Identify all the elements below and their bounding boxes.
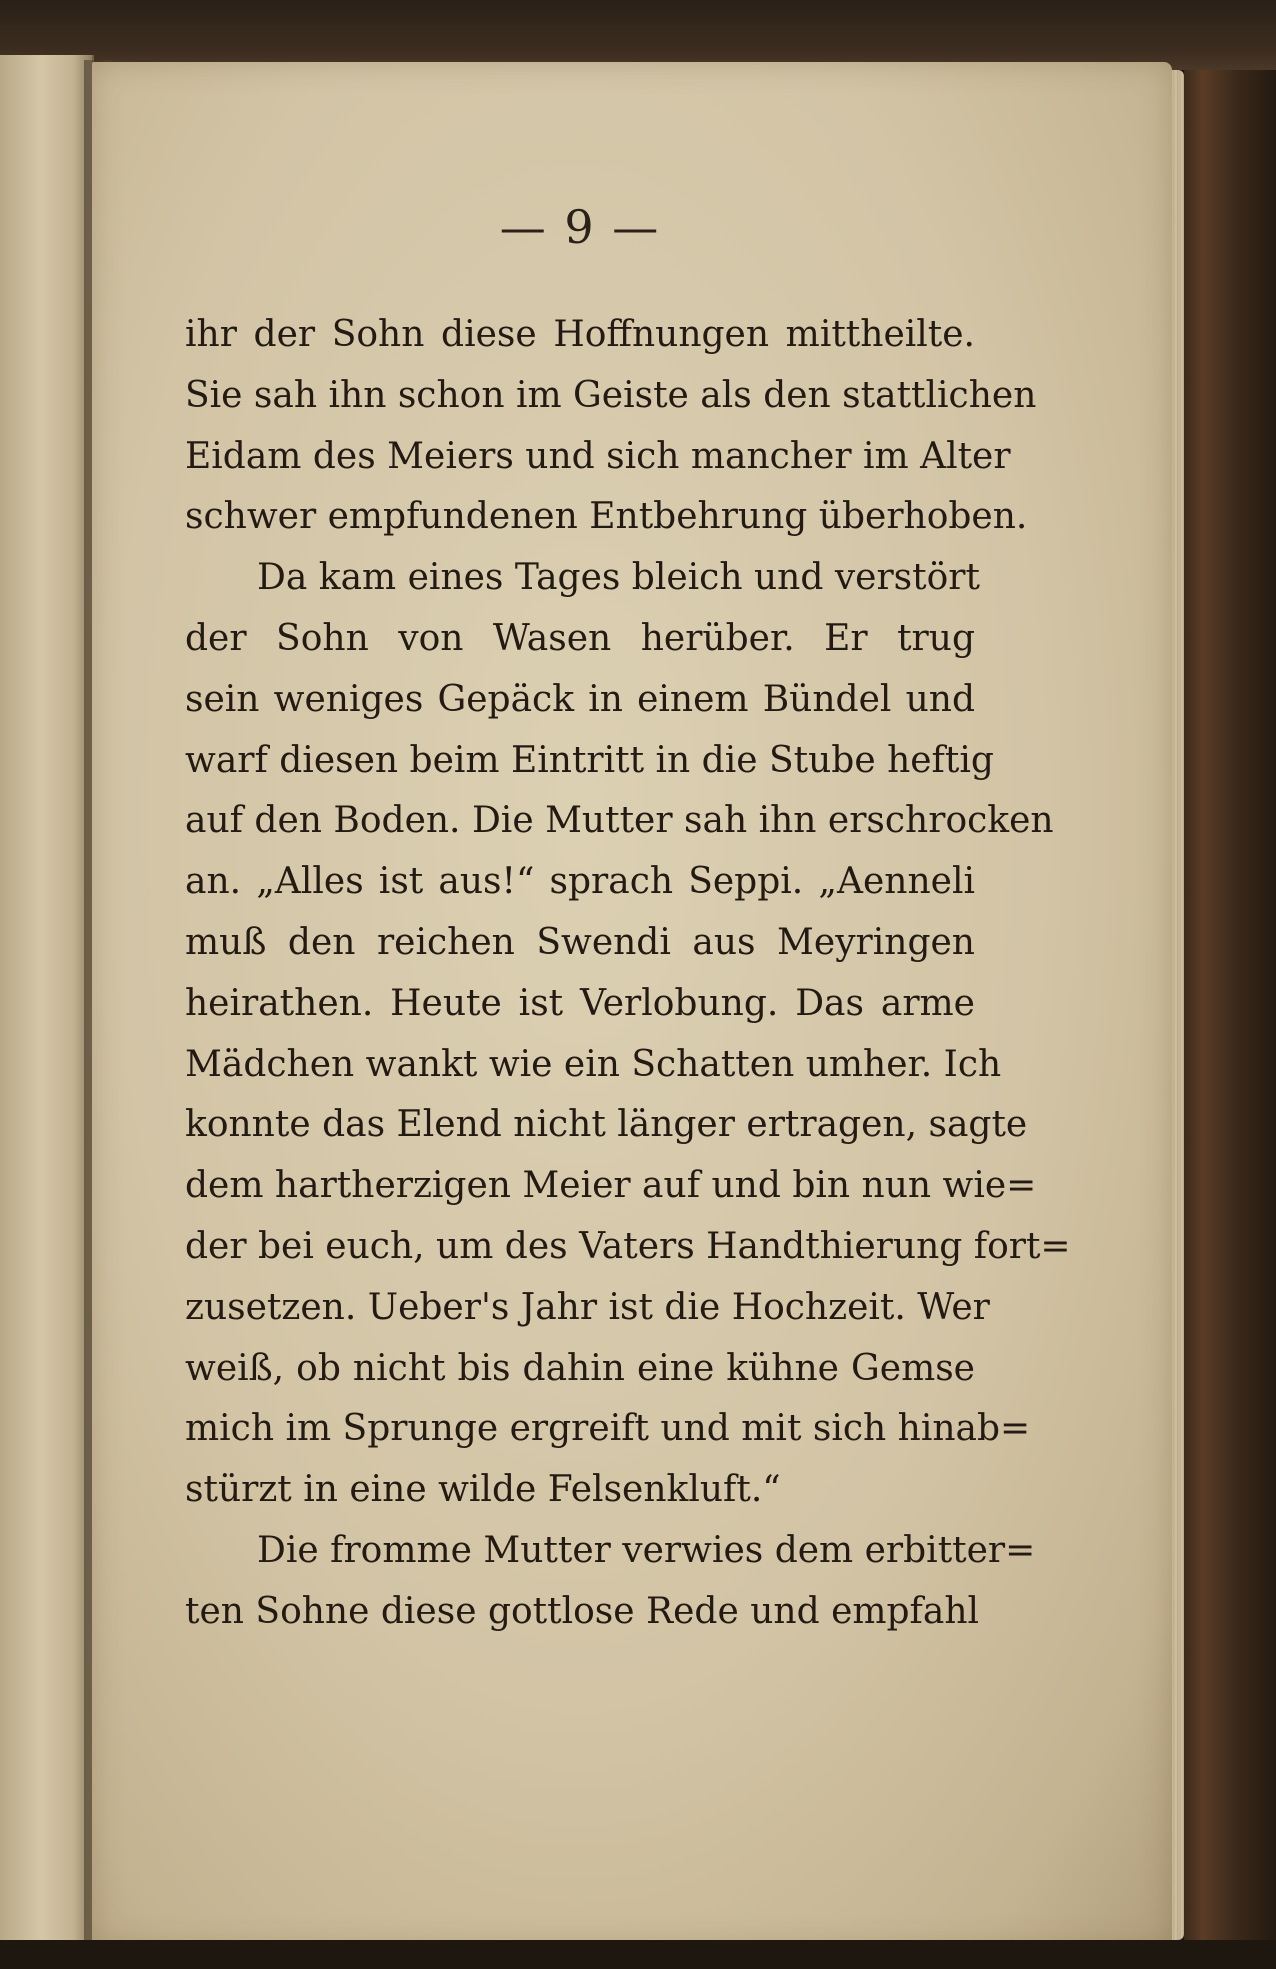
text-line: mich im Sprunge ergreift und mit sich hinab=	[185, 1408, 1031, 1450]
text-line: weiß, ob nicht bis dahin eine kühne Gemse	[185, 1347, 975, 1389]
book-cover-right	[1184, 70, 1276, 1969]
text-line: Die fromme Mutter verwies dem erbitter=	[257, 1529, 1036, 1571]
text-line: an. „Alles ist aus!“ sprach Seppi. „Aenneli	[185, 861, 975, 903]
text-line: auf den Boden. Die Mutter sah ihn erschrocken	[185, 800, 1054, 842]
text-line: stürzt in eine wilde Felsenkluft.“	[185, 1469, 781, 1511]
text-line: der Sohn von Wasen herüber. Er trug	[185, 617, 975, 659]
book-cover-bottom	[0, 1940, 1276, 1969]
text-line: Eidam des Meiers und sich mancher im Alter	[185, 435, 1011, 477]
text-line: konnte das Elend nicht länger ertragen, sagte	[185, 1104, 1028, 1146]
text-line: ten Sohne diese gottlose Rede und empfahl	[185, 1590, 980, 1632]
text-line: heirathen. Heute ist Verlobung. Das arme	[185, 982, 975, 1024]
text-line: dem hartherzigen Meier auf und bin nun wie=	[185, 1165, 1037, 1207]
text-line: der bei euch, um des Vaters Handthierung fort=	[185, 1225, 1071, 1267]
page-number: — 9 —	[499, 200, 661, 254]
page-text	[185, 305, 1071, 1643]
text-line: muß den reichen Swendi aus Meyringen	[185, 921, 975, 963]
text-line: warf diesen beim Eintritt in die Stube heftig	[185, 739, 994, 781]
text-line: sein weniges Gepäck in einem Bündel und	[185, 678, 975, 720]
text-line: Mädchen wankt wie ein Schatten umher. Ich	[185, 1043, 1002, 1085]
text-line: Da kam eines Tages bleich und verstört	[257, 557, 980, 599]
text-line: schwer empfundenen Entbehrung überhoben.	[185, 496, 1028, 538]
left-page-edge	[0, 55, 94, 1969]
text-line: ihr der Sohn diese Hoffnungen mittheilte.	[185, 314, 975, 355]
book-cover-top	[0, 0, 1276, 70]
text-line: Sie sah ihn schon im Geiste als den stattlichen	[185, 374, 1037, 416]
text-line: zusetzen. Ueber's Jahr ist die Hochzeit. Wer	[185, 1286, 990, 1328]
